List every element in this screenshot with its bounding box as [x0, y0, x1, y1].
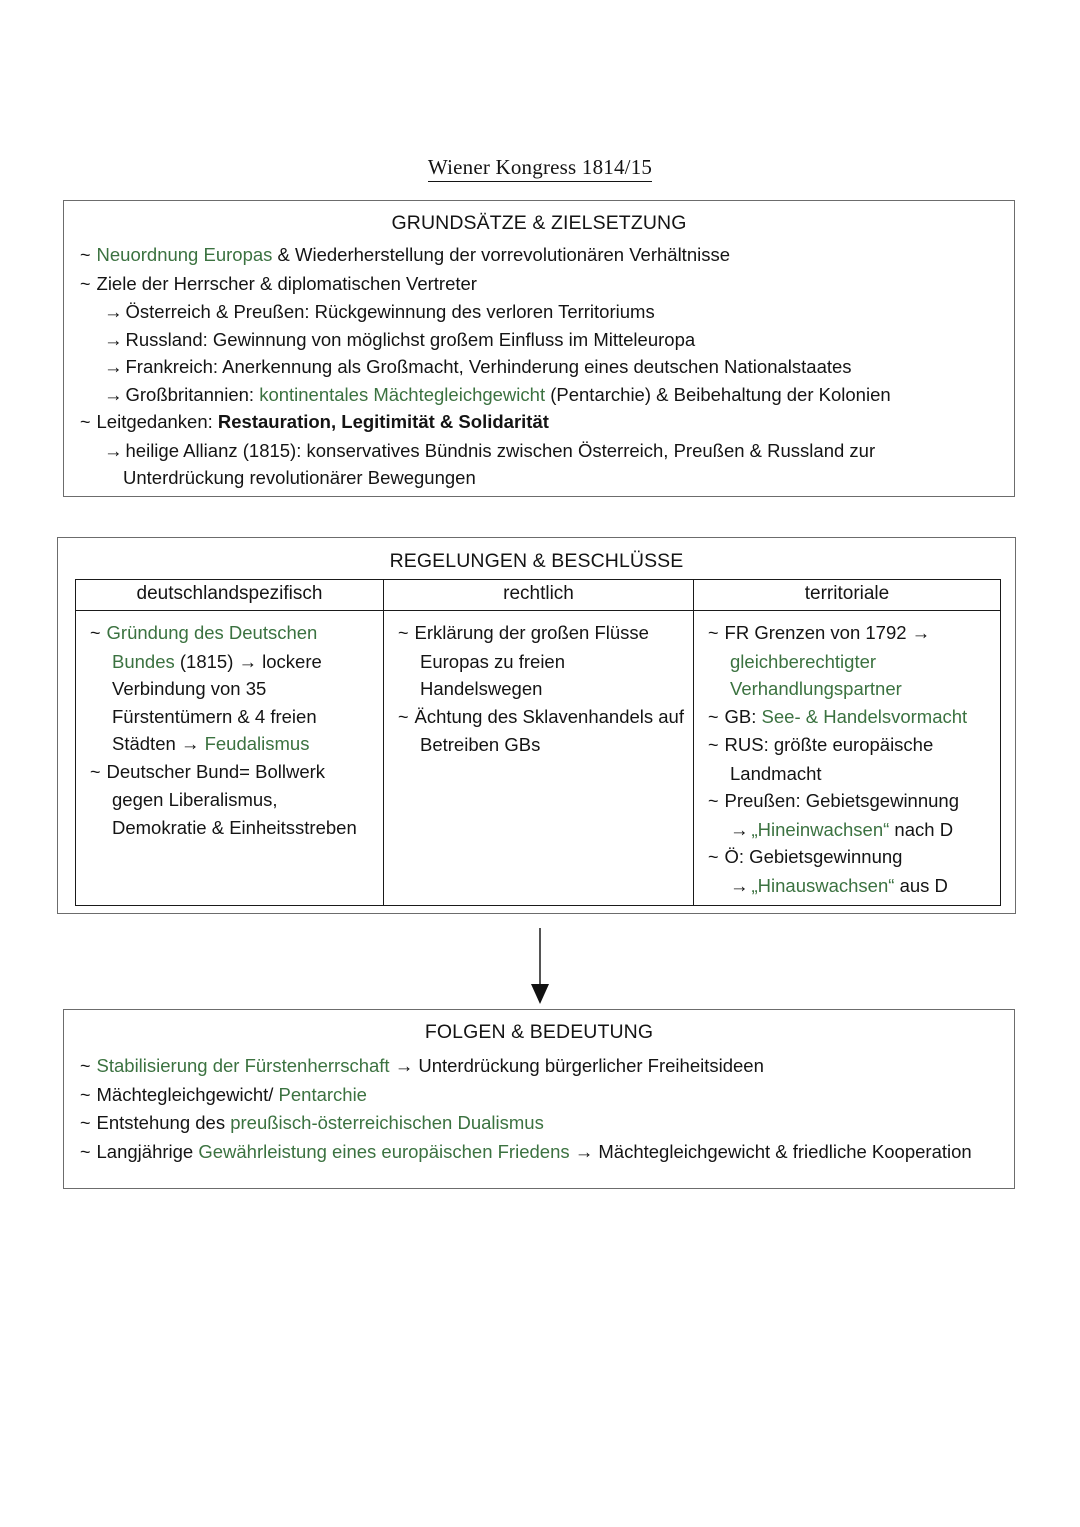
list-item-text: „Hinauswachsen“	[751, 874, 895, 896]
arrow-bullet-icon: →	[104, 301, 123, 322]
list-item-text: → Unterdrückung bürgerlicher Freiheitsideen	[389, 1055, 764, 1076]
section-regelungen-beschluesse	[57, 537, 1016, 914]
section-heading-regelungen: REGELUNGEN & BESCHLÜSSE	[389, 550, 684, 572]
section-folgen-bedeutung	[63, 1009, 1015, 1189]
tilde-bullet-icon: ~	[708, 847, 719, 867]
tilde-bullet-icon: ~	[80, 412, 91, 432]
list-item	[80, 326, 998, 354]
list-item-text: nach D	[889, 818, 954, 840]
arrow-bullet-icon: →	[104, 383, 123, 405]
list-item-text: → Mächtegleichgewicht & friedliche Kooperation	[569, 1140, 972, 1162]
list-item-text: Frankreich: Anerkennung als Großmacht, Verhinderung eines deutschen Nationalstaates	[125, 356, 852, 377]
list-item	[700, 816, 994, 844]
grundsaetze-list	[64, 241, 1014, 502]
list-item	[700, 843, 994, 872]
table-row	[76, 611, 1001, 906]
list-item-text: Entstehung des	[96, 1112, 231, 1133]
tilde-bullet-icon: ~	[80, 1084, 91, 1105]
list-item-text: Ziele der Herrscher & diplomatischen Vertreter	[96, 272, 477, 294]
list-item-text: Großbritannien:	[125, 383, 260, 405]
list-item-text: gleichberechtigter Verhandlungspartner	[730, 650, 902, 699]
list-item-text: kontinentales Mächtegleichgewicht	[259, 383, 546, 405]
list-item	[80, 437, 998, 492]
column-header-deutschlandspezifisch: deutschlandspezifisch	[76, 580, 384, 611]
list-item-text: Ö: Gebietsgewinnung	[724, 846, 903, 867]
list-item	[80, 241, 998, 270]
list-item-text: Feudalismus	[204, 733, 310, 754]
tilde-bullet-icon: ~	[80, 1113, 91, 1133]
list-item	[390, 703, 687, 759]
column-header-territoriale: territoriale	[694, 580, 1001, 611]
list-item-text: Österreich & Preußen: Rückgewinnung des verloren Territoriums	[125, 301, 655, 322]
list-item	[80, 381, 998, 409]
list-item-text: Gewährleistung eines europäischen Friedens	[198, 1140, 570, 1162]
list-item-text: Stabilisierung der Fürstenherrschaft	[96, 1055, 390, 1076]
down-arrow-icon	[528, 928, 552, 1006]
tilde-bullet-icon: ~	[80, 245, 91, 265]
page-title	[0, 155, 1080, 180]
list-item	[700, 619, 994, 703]
list-item-text: Leitgedanken:	[96, 411, 218, 432]
list-item	[82, 619, 377, 758]
list-item-text: heilige Allianz (1815): konservatives Bündnis zwischen Österreich, Preußen & Russland zur Unterdrückung revolutionärer Bewegungen	[123, 439, 876, 488]
list-item-text: See- & Handelsvormacht	[761, 705, 968, 727]
tilde-bullet-icon: ~	[80, 1056, 91, 1076]
list-item-text: Neuordnung Europas	[96, 244, 273, 265]
list-item	[700, 703, 994, 732]
list-item	[390, 619, 687, 703]
list-item-text: Gründung des Deutschen Bundes	[106, 622, 318, 672]
tilde-bullet-icon: ~	[708, 623, 719, 643]
list-item	[82, 758, 377, 842]
list-item-text: Mächtegleichgewicht/	[96, 1083, 279, 1105]
list-item-text: aus D	[894, 874, 948, 896]
list-item-text: RUS: größte europäische Landmacht	[724, 734, 934, 784]
list-item	[80, 298, 998, 326]
list-item-text: Erklärung der großen Flüsse Europas zu freien Handelswegen	[414, 622, 649, 699]
list-item	[80, 270, 998, 299]
tilde-bullet-icon: ~	[80, 1141, 91, 1162]
tilde-bullet-icon: ~	[90, 623, 101, 643]
tilde-bullet-icon: ~	[708, 706, 719, 727]
table-header-row	[76, 580, 1001, 611]
list-item	[80, 1138, 998, 1167]
list-item-text: Restauration, Legitimität & Solidarität	[217, 411, 549, 432]
section-grundsaetze-zielsetzung	[63, 200, 1015, 497]
regelungen-table	[75, 579, 1001, 906]
list-item	[700, 787, 994, 816]
arrow-bullet-icon: →	[104, 439, 123, 461]
folgen-list	[64, 1050, 1014, 1176]
tilde-bullet-icon: ~	[90, 761, 101, 782]
section-heading-grundsaetze: GRUNDSÄTZE & ZIELSETZUNG	[391, 212, 687, 234]
list-item	[700, 731, 994, 787]
list-item-text: Langjährige	[96, 1140, 199, 1162]
list-item-text: GB:	[724, 705, 762, 727]
list-item-text: Pentarchie	[278, 1083, 367, 1105]
list-item-text: „Hineinwachsen“	[751, 818, 890, 840]
list-item	[80, 1052, 998, 1081]
list-item	[80, 353, 998, 381]
list-item	[80, 1081, 998, 1110]
tilde-bullet-icon: ~	[80, 273, 91, 294]
table-cell-deutschlandspezifisch	[76, 611, 384, 906]
arrow-bullet-icon: →	[104, 356, 123, 377]
tilde-bullet-icon: ~	[708, 791, 719, 811]
list-item-text: preußisch-österreichischen Dualismus	[230, 1112, 544, 1133]
list-item-text: Ächtung des Sklavenhandels auf Betreiben GBs	[414, 705, 684, 755]
tilde-bullet-icon: ~	[398, 706, 409, 727]
section-heading-folgen: FOLGEN & BEDEUTUNG	[424, 1021, 654, 1043]
list-item-text: FR Grenzen von 1792 →	[724, 622, 931, 643]
list-item	[700, 872, 994, 900]
list-item-text: Preußen: Gebietsgewinnung	[724, 790, 959, 811]
arrow-bullet-icon: →	[730, 818, 749, 840]
tilde-bullet-icon: ~	[708, 735, 719, 755]
column-header-rechtlich: rechtlich	[384, 580, 694, 611]
list-item-text: Deutscher Bund= Bollwerk gegen Liberalismus, Demokratie & Einheitsstreben	[106, 760, 357, 838]
tilde-bullet-icon: ~	[398, 623, 409, 643]
list-item-text: Russland: Gewinnung von möglichst großem Einfluss im Mitteleuropa	[125, 328, 696, 350]
list-item	[80, 1109, 998, 1138]
arrow-bullet-icon: →	[104, 328, 123, 350]
table-cell-territoriale	[694, 611, 1001, 906]
list-item-text: (Pentarchie) & Beibehaltung der Kolonien	[545, 383, 891, 405]
list-item-text: & Wiederherstellung der vorrevolutionären Verhältnisse	[272, 244, 731, 265]
list-item-text: (1815) → lockere Verbindung von 35 Fürstentümern & 4 freien Städten →	[112, 650, 322, 754]
arrow-bullet-icon: →	[730, 874, 749, 896]
table-cell-rechtlich	[384, 611, 694, 906]
page-title-text: Wiener Kongress 1814/15	[428, 155, 652, 182]
list-item	[80, 408, 998, 437]
